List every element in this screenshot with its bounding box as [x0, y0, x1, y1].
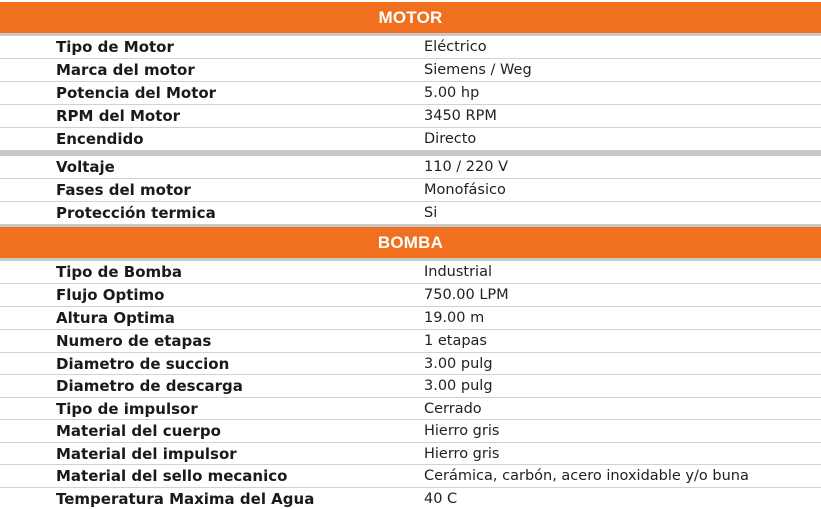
spec-label: Material del sello mecanico: [56, 467, 288, 485]
table-row: [0, 284, 821, 307]
spec-value: Monofásico: [424, 182, 506, 198]
spec-value: 40 C: [424, 490, 458, 507]
table-row: [0, 375, 821, 398]
spec-value: Directo: [424, 131, 477, 147]
spec-label: Diametro de descarga: [56, 377, 243, 395]
spec-value: 1 etapas: [424, 333, 487, 349]
spec-value: 19.00 m: [424, 310, 485, 326]
spec-value: 3.00 pulg: [424, 378, 493, 394]
table-row: [0, 156, 821, 179]
table-row: [0, 36, 821, 59]
spec-label: Diametro de succion: [56, 354, 230, 373]
spec-value: Cerámica, carbón, acero inoxidable y/o buna: [424, 468, 749, 484]
table-row: [0, 398, 821, 420]
spec-label: Protección termica: [56, 204, 216, 222]
spec-value: 3450 RPM: [424, 108, 497, 124]
spec-value: 5.00 hp: [424, 85, 480, 101]
table-row: [0, 261, 821, 284]
table-row: [0, 82, 821, 105]
spec-label: Fases del motor: [56, 181, 191, 199]
bomba-section-header: BOMBA: [0, 227, 821, 258]
spec-value: 750.00 LPM: [424, 287, 509, 303]
spec-value: Hierro gris: [424, 423, 500, 439]
table-row: [0, 488, 821, 509]
spec-value: Eléctrico: [424, 39, 487, 55]
table-row: [0, 59, 821, 82]
table-row: [0, 420, 821, 443]
spec-label: Material del impulsor: [56, 444, 237, 463]
table-row: [0, 307, 821, 330]
table-row: [0, 202, 821, 224]
spec-label: Flujo Optimo: [56, 286, 165, 304]
spec-value: Cerrado: [424, 400, 482, 417]
spec-value: Industrial: [424, 264, 493, 280]
motor-section-header: MOTOR: [0, 2, 821, 33]
table-row: [0, 353, 821, 375]
table-row: [0, 465, 821, 488]
spec-label: Temperatura Maxima del Agua: [56, 489, 315, 508]
spec-label: Altura Optima: [56, 309, 175, 327]
table-row: [0, 179, 821, 202]
spec-label: Numero de etapas: [56, 332, 212, 350]
spec-label: Material del cuerpo: [56, 422, 221, 440]
spec-label: Tipo de Motor: [56, 38, 174, 56]
spec-value: Si: [424, 205, 438, 221]
spec-label: Marca del motor: [56, 61, 195, 79]
spec-label: Potencia del Motor: [56, 84, 217, 102]
spec-value: Hierro gris: [424, 445, 500, 462]
table-row: [0, 105, 821, 128]
spec-value: 110 / 220 V: [424, 159, 508, 175]
table-row: [0, 128, 821, 150]
table-row: [0, 330, 821, 353]
table-row: [0, 443, 821, 465]
spec-value: 3.00 pulg: [424, 355, 493, 372]
spec-value: Siemens / Weg: [424, 62, 532, 78]
spec-label: RPM del Motor: [56, 107, 181, 125]
spec-label: Tipo de impulsor: [56, 399, 198, 418]
spec-label: Tipo de Bomba: [56, 263, 182, 281]
spec-label: Voltaje: [56, 158, 115, 176]
spec-label: Encendido: [56, 130, 144, 148]
